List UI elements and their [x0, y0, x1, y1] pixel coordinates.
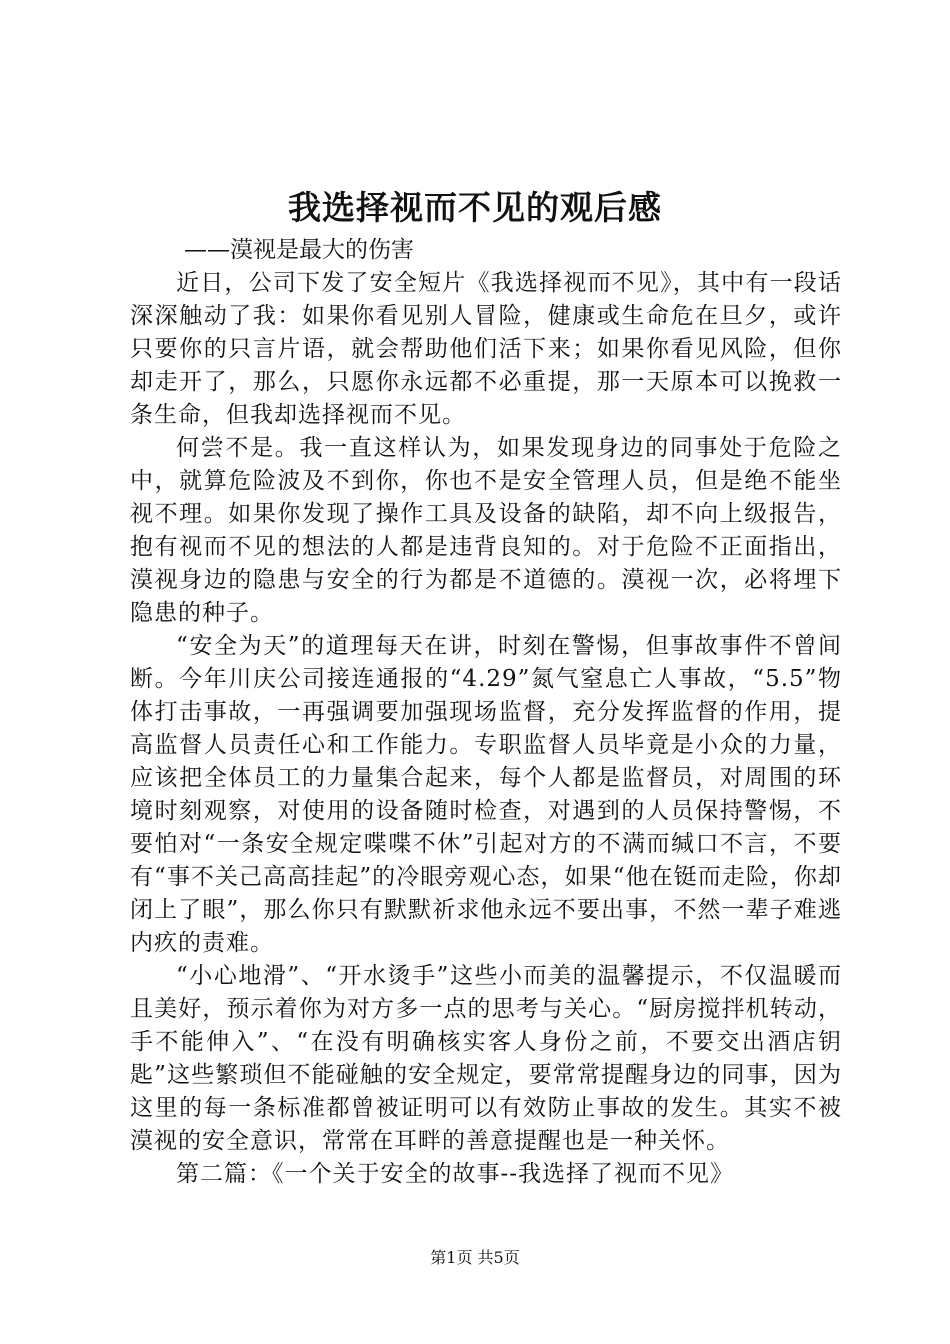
- page-footer: 第1页 共5页: [430, 1248, 520, 1267]
- paragraph-2: 何尝不是。我一直这样认为，如果发现身边的同事处于危险之中，就算危险波及不到你，你也不是安全管理人员，但是绝不能坐视不理。如果你发现了操作工具及设备的缺陷，却不向上级报告，抱有视而不见的想法的人都是违背良知的。对于危险不正面指出，漠视身边的隐患与安全的行为都是不道德的。漠视一次，必将埋下隐患的种子。: [130, 435, 842, 626]
- paragraph-3: “安全为天”的道理每天在讲，时刻在警惕，但事故事件不曾间断。今年川庆公司接连通报的“4.29”氮气窒息亡人事故，“5.5”物体打击事故，一再强调要加强现场监督，充分发挥监督的作用，提高监督人员责任心和工作能力。专职监督人员毕竟是小众的力量，应该把全体员工的力量集合起来，每个人都是监督员，对周围的环境时刻观察，对使用的设备随时检查，对遇到的人员保持警惕，不要怕对“一条安全规定喋喋不休”引起对方的不满而缄口不言，不要有“事不关己高高挂起”的冷眼旁观心态，如果“他在铤而走险，你却闭上了眼”，那么你只有默默祈求他永远不要出事，不然一辈子难逃内疚的责难。: [130, 633, 842, 956]
- document-body: [130, 234, 842, 1191]
- document-subtitle: ——漠视是最大的伤害: [184, 237, 414, 263]
- paragraph-4: “小心地滑”、“开水烫手”这些小而美的温馨提示，不仅温暖而且美好，预示着你为对方多一点的思考与关心。“厨房搅拌机转动，手不能伸入”、“在没有明确核实客人身份之前，不要交出酒店钥匙”这些繁琐但不能碰触的安全规定，要常常提醒身边的同事，因为这里的每一条标准都曾被证明可以有效防止事故的发生。其实不被漠视的安全意识，常常在耳畔的善意提醒也是一种关怀。: [130, 963, 842, 1154]
- document-title: 我选择视而不见的观后感: [288, 188, 662, 227]
- paragraph-1: 近日，公司下发了安全短片《我选择视而不见》，其中有一段话深深触动了我：如果你看见别人冒险，健康或生命危在旦夕，或许只要你的只言片语，就会帮助他们活下来；如果你看见风险，但你却走开了，那么，只愿你永远都不必重提，那一天原本可以挽救一条生命，但我却选择视而不见。: [130, 270, 842, 428]
- section-heading: 第二篇：《一个关于安全的故事--我选择了视而不见》: [176, 1161, 735, 1187]
